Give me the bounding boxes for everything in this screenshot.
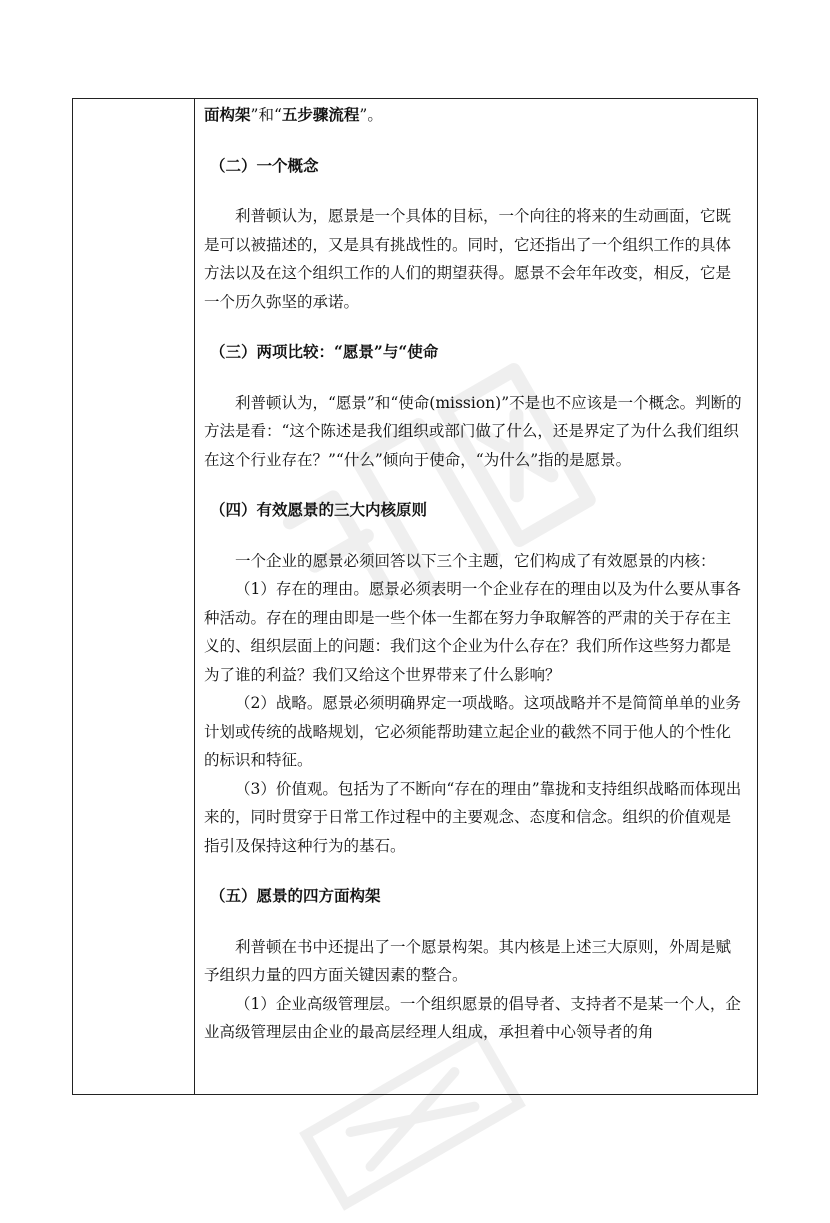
section-4-item-1: （1）存在的理由。愿景必须表明一个企业存在的理由以及为什么要从事各种活动。存在的理由即是一些个体一生都在努力争取解答的严肃的关于存在主义的、组织层面上的问题：我们这个企业为什么存在？我们所作这些努力都是为了谁的利益？我们又给这个世界带来了什么影响？	[204, 580, 741, 684]
section-heading-3: （三）两项比较：“愿景”与“使命	[210, 342, 439, 361]
top-fragment: 面构架”和“五步骤流程”。	[204, 105, 383, 124]
section-4-intro: 一个企业的愿景必须回答以下三个主题，它们构成了有效愿景的内核：	[235, 551, 716, 570]
section-heading-2: （二）一个概念	[210, 155, 319, 175]
table-left-column	[73, 99, 195, 1094]
section-5-paragraph: 利普顿在书中还提出了一个愿景构架。其内核是上述三大原则，外周是赋予组织力量的四方面关键因素的整合。	[204, 937, 732, 984]
section-4-item-3: （3）价值观。包括为了不断向“存在的理由”靠拢和支持组织战略而体现出来的，同时贯穿于日常工作过程中的主要观念、态度和信念。组织的价值观是指引及保持这种行为的基石。	[204, 779, 742, 855]
section-heading-4: （四）有效愿景的三大内核原则	[210, 500, 428, 519]
section-2-paragraph: 利普顿认为，愿景是一个具体的目标，一个向往的将来的生动画面，它既是可以被描述的，又是具有挑战性的。同时，它还指出了一个组织工作的具体方法以及在这个组织工作的人们的期望获得。愿景不会年年改变，相反，它是一个历久弥坚的承诺。	[204, 207, 732, 311]
table-content-cell	[204, 99, 744, 1047]
document-table	[72, 98, 758, 1095]
section-4-item-2: （2）战略。愿景必须明确界定一项战略。这项战略并不是简简单单的业务计划或传统的战略规划，它必须能帮助建立起企业的截然不同于他人的个性化的标识和特征。	[204, 694, 741, 769]
section-heading-5: （五）愿景的四方面构架	[210, 886, 381, 905]
section-5-item-1: （1）企业高级管理层。一个组织愿景的倡导者、支持者不是某一个人，企业高级管理层由企业的最高层经理人组成，承担着中心领导者的角	[204, 994, 741, 1041]
section-3-paragraph: 利普顿认为，“愿景”和“使命(mission)”不是也不应该是一个概念。判断的方法是看：“这个陈述是我们组织或部门做了什么，还是界定了为什么我们组织在这个行业存在？”“什么”倾向于使命，“为什么”指的是愿景。	[204, 393, 742, 469]
